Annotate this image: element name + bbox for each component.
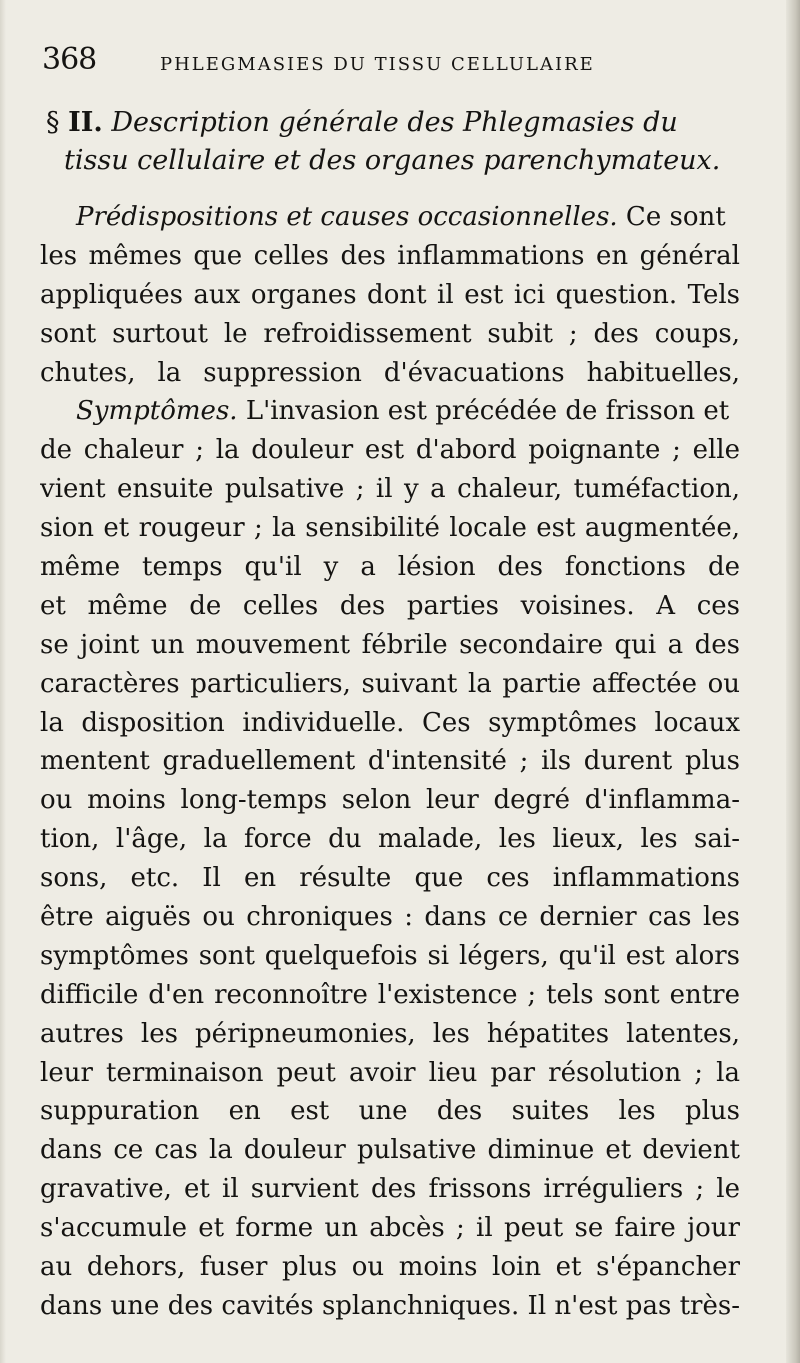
text-line: appliquées aux organes dont il est ici question. Tels bbox=[40, 279, 740, 310]
text-line: leur terminaison peut avoir lieu par résolution ; la bbox=[40, 1057, 740, 1088]
text-line: dans une des cavités splanchniques. Il n'est pas très- bbox=[40, 1290, 740, 1321]
running-title: PHLEGMASIES DU TISSU CELLULAIRE bbox=[160, 54, 595, 75]
text-line: vient ensuite pulsative ; il y a chaleur, tuméfaction, bbox=[40, 474, 740, 505]
gutter-shadow bbox=[0, 0, 6, 1363]
page-number: 368 bbox=[42, 42, 97, 77]
text-line: s'accumule et forme un abcès ; il peut se faire jour bbox=[40, 1213, 740, 1244]
text-line: ou moins long-temps selon leur degré d'inflamma- bbox=[40, 785, 740, 816]
text-line: symptômes sont quelquefois si légers, qu'il est alors bbox=[40, 940, 740, 971]
text-line: sons, etc. Il en résulte que ces inflammations bbox=[40, 863, 740, 894]
text-line: se joint un mouvement fébrile secondaire qui a des bbox=[40, 629, 740, 660]
page-header bbox=[40, 40, 740, 84]
paragraph-1-text: Ce sont bbox=[617, 202, 726, 232]
text-line: et même de celles des parties voisines. A ces bbox=[40, 590, 740, 621]
section-title-line-2: tissu cellulaire et des organes parenchymateux. bbox=[64, 145, 721, 176]
text-line: mentent graduellement d'intensité ; ils durent plus bbox=[40, 746, 740, 777]
paragraph-1-line bbox=[40, 198, 740, 237]
text-line: gravative, et il survient des frissons irréguliers ; le bbox=[40, 1174, 740, 1205]
page-edge bbox=[786, 0, 800, 1363]
text-line: la disposition individuelle. Ces symptômes locaux bbox=[40, 707, 740, 738]
text-line: de chaleur ; la douleur est d'abord poignante ; elle bbox=[40, 435, 740, 466]
paragraph-2-lead: Symptômes. bbox=[76, 396, 238, 427]
section-number: II. bbox=[68, 107, 103, 138]
section-heading-line-1 bbox=[40, 104, 740, 142]
text-line: autres les péripneumonies, les hépatites latentes, bbox=[40, 1018, 740, 1049]
text-line: au dehors, fuser plus ou moins loin et s'épancher bbox=[40, 1252, 740, 1283]
text-line: même temps qu'il y a lésion des fonctions de bbox=[40, 552, 740, 583]
text-line: les mêmes que celles des inflammations en général bbox=[40, 240, 740, 271]
text-line: suppuration en est une des suites les plus bbox=[40, 1096, 740, 1127]
body-text bbox=[40, 198, 740, 1326]
text-line: sont surtout le refroidissement subit ; des coups, bbox=[40, 318, 740, 349]
section-title-line-1: Description générale des Phlegmasies du bbox=[111, 107, 678, 138]
text-line: caractères particuliers, suivant la partie affectée ou bbox=[40, 668, 740, 699]
text-line: chutes, la suppression d'évacuations habituelles, bbox=[40, 357, 740, 388]
text-line: dans ce cas la douleur pulsative diminue et devient bbox=[40, 1135, 740, 1166]
text-line: être aiguës ou chroniques : dans ce dernier cas les bbox=[40, 902, 740, 933]
text-line: difficile d'en reconnoître l'existence ; tels sont entre bbox=[40, 979, 740, 1010]
text-line: tion, l'âge, la force du malade, les lieux, les sai- bbox=[40, 824, 740, 855]
paragraph-2-line bbox=[40, 392, 740, 431]
section-mark: § bbox=[46, 107, 60, 138]
paragraph-1-lead: Prédispositions et causes occasionnelles. bbox=[76, 202, 618, 232]
text-line: sion et rougeur ; la sensibilité locale est augmentée, bbox=[40, 513, 740, 544]
paragraph-2-text: L'invasion est précédée de frisson et bbox=[237, 396, 730, 427]
section-heading bbox=[40, 104, 740, 180]
